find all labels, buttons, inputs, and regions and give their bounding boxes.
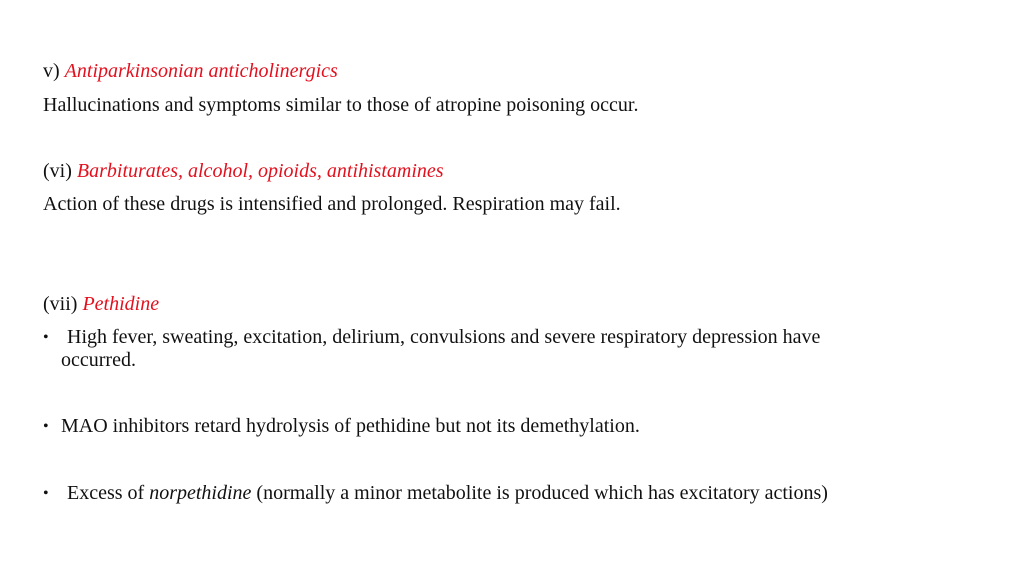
bullet-text: MAO inhibitors retard hydrolysis of pethidine but not its demethylation. xyxy=(61,415,640,437)
bullet-text xyxy=(43,482,983,505)
section-number: (vii) xyxy=(43,293,83,315)
section-vii-heading xyxy=(43,293,159,316)
bullet-item xyxy=(43,482,983,505)
text-run: (normally a minor metabolite is produced which has excitatory actions) xyxy=(251,482,828,504)
bullet-item xyxy=(43,326,983,372)
section-v-heading xyxy=(43,60,338,83)
drug-class-heading: Barbiturates, alcohol, opioids, antihistamines xyxy=(76,160,444,182)
section-vi-body: Action of these drugs is intensified and prolonged. Respiration may fail. xyxy=(43,193,621,215)
text-run: Excess of xyxy=(67,482,150,504)
bullet-item xyxy=(43,415,983,438)
bullet-continuation: occurred. xyxy=(61,349,136,371)
section-vi-heading xyxy=(43,160,444,183)
bullet-text xyxy=(43,326,983,372)
drug-class-heading: Antiparkinsonian anticholinergics xyxy=(64,60,338,82)
metabolite-name: norpethidine xyxy=(149,482,252,504)
bullet-icon: • xyxy=(43,329,49,346)
bullet-line: High fever, sweating, excitation, delirium, convulsions and severe respiratory depression have xyxy=(67,326,821,348)
section-v-body: Hallucinations and symptoms similar to those of atropine poisoning occur. xyxy=(43,94,639,116)
section-number: v) xyxy=(43,60,65,82)
bullet-icon: • xyxy=(43,418,49,435)
bullet-icon: • xyxy=(43,485,49,502)
drug-class-heading: Pethidine xyxy=(82,293,160,315)
section-number: (vi) xyxy=(43,160,77,182)
